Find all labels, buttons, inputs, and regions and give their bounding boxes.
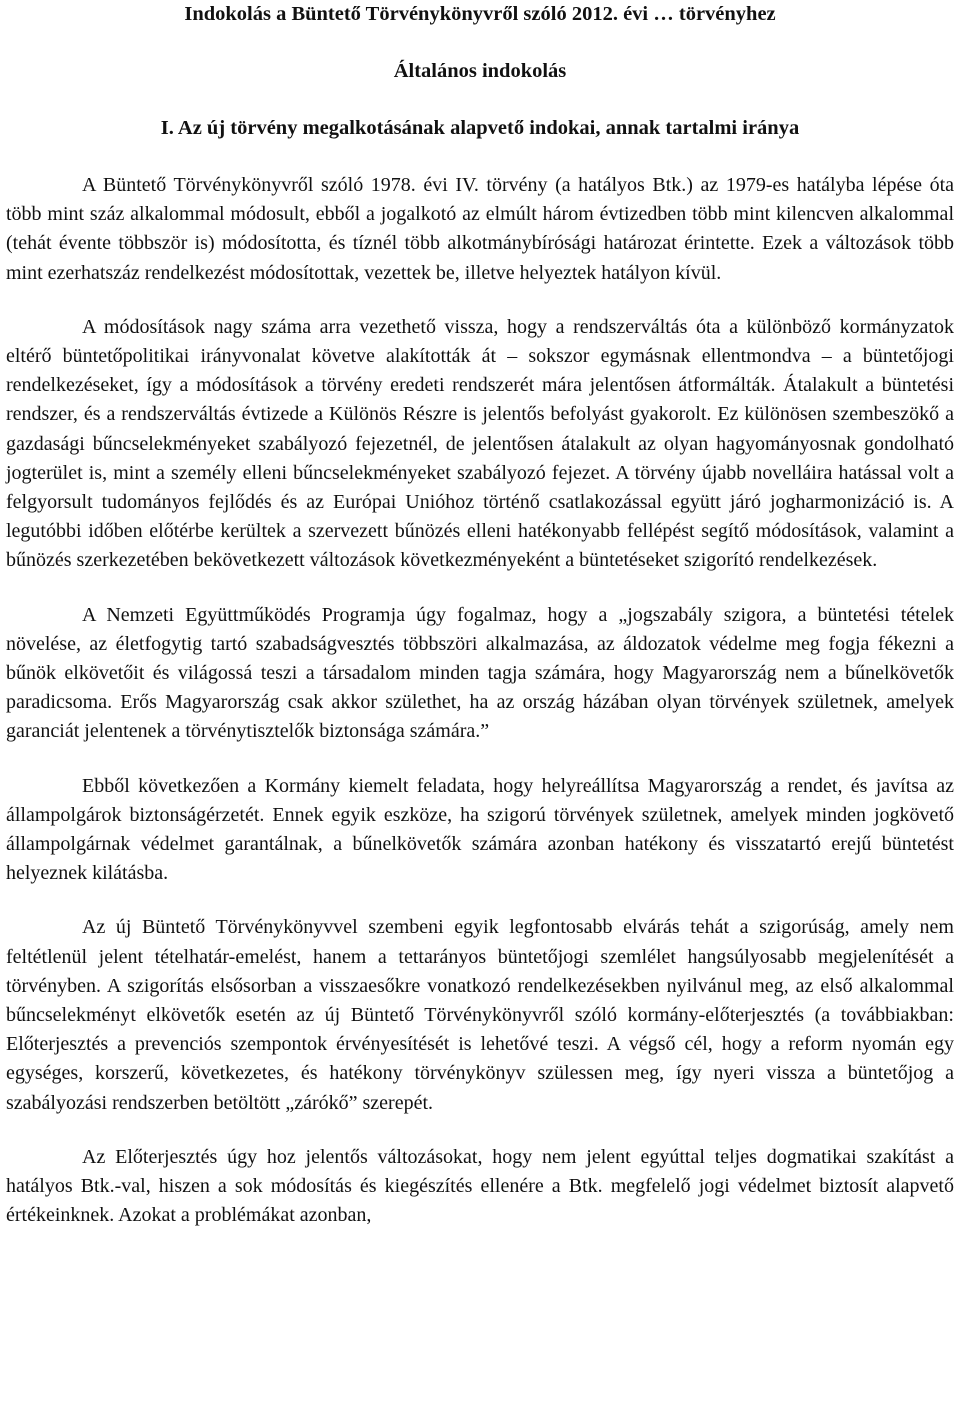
paragraph-6: Az Előterjesztés úgy hoz jelentős változásokat, hogy nem jelent egyúttal teljes dogmatikai szakítást a hatályos Btk.-val, hiszen a sok módosítás és kiegészítés ellenére a Btk. megfelelő jogi védelmet biztosít alapvető értékeinknek. Azokat a problémákat azonban, [6,1145,954,1227]
paragraph-1: A Büntető Törvénykönyvről szóló 1978. évi IV. törvény (a hatályos Btk.) az 1979-es hatályba lépése óta több mint száz alkalommal módosult, ebből a jogalkotó az elmúlt három évtizedben több mint kilencven alkalommal (tehát évente többször is) módosította, és tíznél több alkotmánybírósági határozat érintette. Ezek a változások több mint ezerhatszáz rendelkezést módosítottak, vezettek be, illetve helyeztek hatályon kívül. [6,174,954,284]
paragraph-4: Ebből következően a Kormány kiemelt feladata, hogy helyreállítsa Magyarország a rendet, és javítsa az állampolgárok biztonságérzetét. Ennek egyik eszköze, ha szigorú törvények születnek, amelyek minden jogkövető állampolgárnak védelmet garantálnak, a bűnelkövetők számára azonban hatékony és visszatartó erejű büntetést helyeznek kilátásba. [6,774,954,885]
paragraph-3: A Nemzeti Együttműködés Programja úgy fogalmaz, hogy a „jogszabály szigora, a büntetési tételek növelése, az életfogytig tartó szabadságvesztés többszöri alkalmazása, az áldozatok védelme meg fogja fékezni a bűnök elkövetőit és világossá teszi a társadalom minden tagja számára, hogy Magyarország nem a bűnelkövetők paradicsoma. Erős Magyarország csak akkor születhet, ha az ország házában olyan törvények születnek, amelyek garanciát jelentenek a törvénytisztelők biztonsága számára.” [6,603,954,743]
section-title: Általános indokolás [393,60,567,82]
paragraph-5: Az új Büntető Törvénykönyvvel szembeni egyik legfontosabb elvárás tehát a szigorúság, amely nem feltétlenül jelent tételhatár-emelést, hanem a tettarányos büntetőjogi szemlélet hangsúlyosabb megjelenítését a törvényben. A szigorítás elsősorban a visszaesőkre vonatkozó rendelkezésekben nyilvánul meg, az első alkalommal bűncselekményt elkövetők esetén az új Büntető Törvénykönyvről szóló kormány-előterjesztés (a továbbiakban: Előterjesztés a prevenciós szempontok érvényesítését is lehetővé teszi. A végső cél, hogy a reform nyomán egy egységes, korszerű, következetes, és hatékony törvénykönyv szülessen meg, így nyeri vissza a büntetőjog a szabályozási rendszerben betöltött „zárókő” szerepét. [6,916,954,1114]
document-title: Indokolás a Büntető Törvénykönyvről szóló 2012. évi … törvényhez [184,3,776,25]
chapter-title: I. Az új törvény megalkotásának alapvető indokai, annak tartalmi iránya [160,117,800,139]
paragraph-2: A módosítások nagy száma arra vezethető vissza, hogy a rendszerváltás óta a különböző kormányzatok eltérő büntetőpolitikai irányvonalat követve alakították át – sokszor egymásnak ellentmondva – a büntetőjogi rendelkezéseket, így a módosítások a törvény eredeti rendszerét mára jelentősen átformálták. Átalakult a büntetési rendszer, és a rendszerváltás évtizede a Különös Részre is jelentős befolyást gyakorolt. Ez különösen szembeszökő a gazdasági bűncselekményeket szabályozó fejezetnél, de jelentősen átalakult az olyan hagyományosnak gondolható jogterület is, mint a személy elleni bűncselekményeket szabályozó fejezet. A törvény újabb novelláira hatással volt a felgyorsult tudományos fejlődés és az Európai Unióhoz történő csatlakozással együtt járó jogharmonizáció is. A legutóbbi időben előtérbe kerültek a szervezett bűnözés elleni hatékonyabb fellépést segítő módosítások, valamint a bűnözés szerkezetében bekövetkezett változások következményeként a büntetéseket szigorító rendelkezések. [6,315,954,572]
